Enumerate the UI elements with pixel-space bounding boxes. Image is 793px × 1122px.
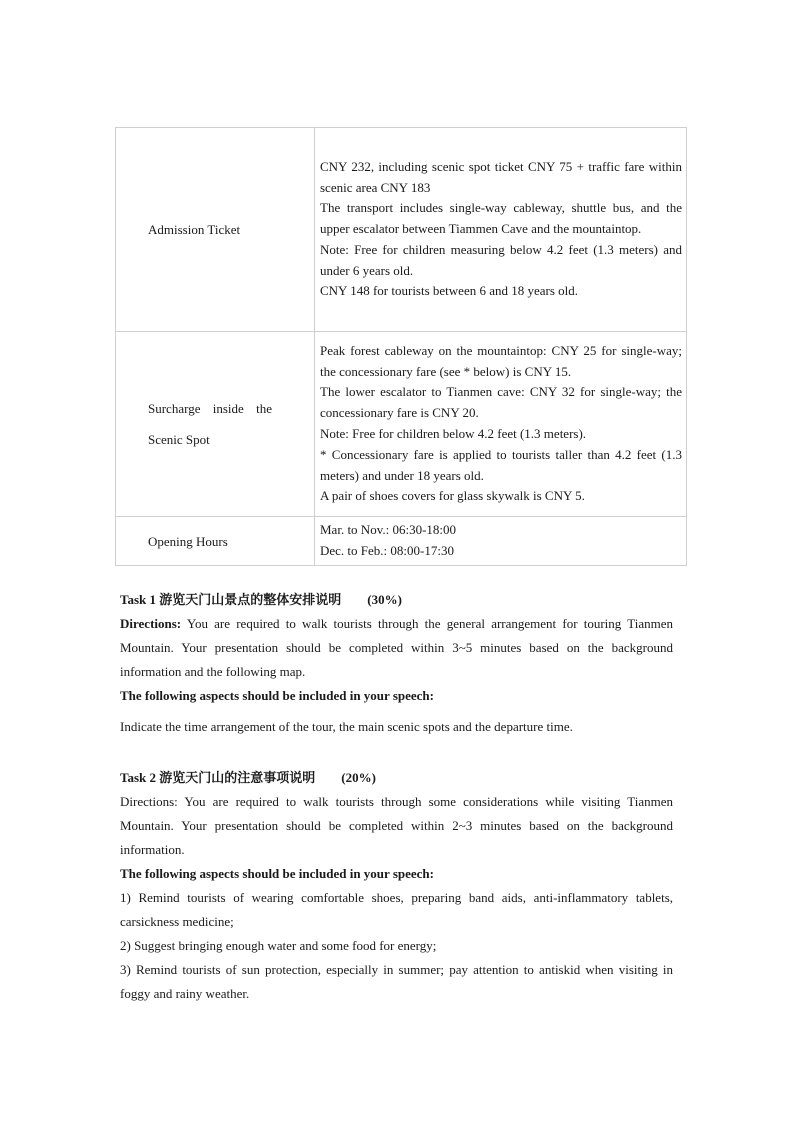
task1-aspects-text: Indicate the time arrangement of the tour, the main scenic spots and the departure time. [120, 719, 573, 734]
surcharge-line-5: A pair of shoes covers for glass skywalk is CNY 5. [320, 488, 585, 504]
admission-line-2: The transport includes single-way cableway, shuttle bus, and the upper escalator between Tiammen Cave and the mountaintop. [320, 200, 682, 237]
admission-label: Admission Ticket [116, 128, 315, 332]
surcharge-line-4: * Concessionary fare is applied to tourists taller than 4.2 feet (1.3 meters) and under 18 years old. [320, 446, 682, 483]
admission-details [315, 128, 687, 332]
table-row-surcharge [116, 332, 687, 517]
info-table [115, 127, 687, 566]
task2-directions: Directions: You are required to walk tourists through some considerations while visiting Tianmen Mountain. Your presentation should be completed within 2~3 minutes based on the background information. [120, 794, 673, 857]
admission-line-3: Note: Free for children measuring below 4.2 feet (1.3 meters) and under 6 years old. [320, 241, 682, 278]
task2-item-1: 1) Remind tourists of wearing comfortable shoes, preparing band aids, anti-inflammatory tablets, carsickness medicine; [120, 890, 673, 929]
task2-item-3: 3) Remind tourists of sun protection, especially in summer; pay attention to antiskid when visiting in foggy and rainy weather. [120, 962, 673, 1001]
task1-title [120, 588, 673, 612]
task1-section [120, 588, 673, 739]
surcharge-details [315, 332, 687, 517]
opening-hours-line-1: Mar. to Nov.: 06:30-18:00 [320, 522, 457, 538]
surcharge-label-line-2: Scenic Spot [148, 432, 210, 447]
task2-aspects-heading: The following aspects should be included in your speech: [120, 866, 434, 881]
table-row-opening-hours [116, 517, 687, 566]
task2-title-text: Task 2 游览天门山的注意事项说明 [120, 770, 316, 785]
admission-line-4: CNY 148 for tourists between 6 and 18 years old. [320, 283, 579, 299]
task1-directions [120, 612, 673, 684]
task2-item-2: 2) Suggest bringing enough water and some food for energy; [120, 938, 437, 953]
task2-title [120, 766, 673, 790]
task1-percent: (30%) [367, 592, 402, 607]
task1-directions-text: You are required to walk tourists through the general arrangement for touring Tianmen Mountain. Your presentation should be completed within 3~5 minutes based on the background information and the following map. [120, 616, 673, 679]
task1-directions-label: Directions: [120, 616, 182, 631]
table-row-admission [116, 128, 687, 332]
surcharge-line-1: Peak forest cableway on the mountaintop: CNY 25 for single-way; the concessionary fare (see * below) is CNY 15. [320, 342, 682, 379]
surcharge-line-2: The lower escalator to Tianmen cave: CNY 32 for single-way; the concessionary fare is CNY 20. [320, 384, 682, 421]
task2-percent: (20%) [341, 770, 376, 785]
surcharge-line-3: Note: Free for children below 4.2 feet (1.3 meters). [320, 426, 587, 441]
opening-hours-details [315, 517, 687, 566]
task2-section [120, 766, 673, 1006]
task1-aspects-heading: The following aspects should be included in your speech: [120, 688, 434, 703]
surcharge-label-line-1: Surcharge inside the [148, 401, 272, 416]
surcharge-label [116, 332, 315, 517]
admission-line-1: CNY 232, including scenic spot ticket CNY 75 + traffic fare within scenic area CNY 183 [320, 158, 682, 195]
opening-hours-label: Opening Hours [116, 517, 315, 566]
task1-title-text: Task 1 游览天门山景点的整体安排说明 [120, 592, 342, 607]
opening-hours-line-2: Dec. to Feb.: 08:00-17:30 [320, 543, 454, 558]
